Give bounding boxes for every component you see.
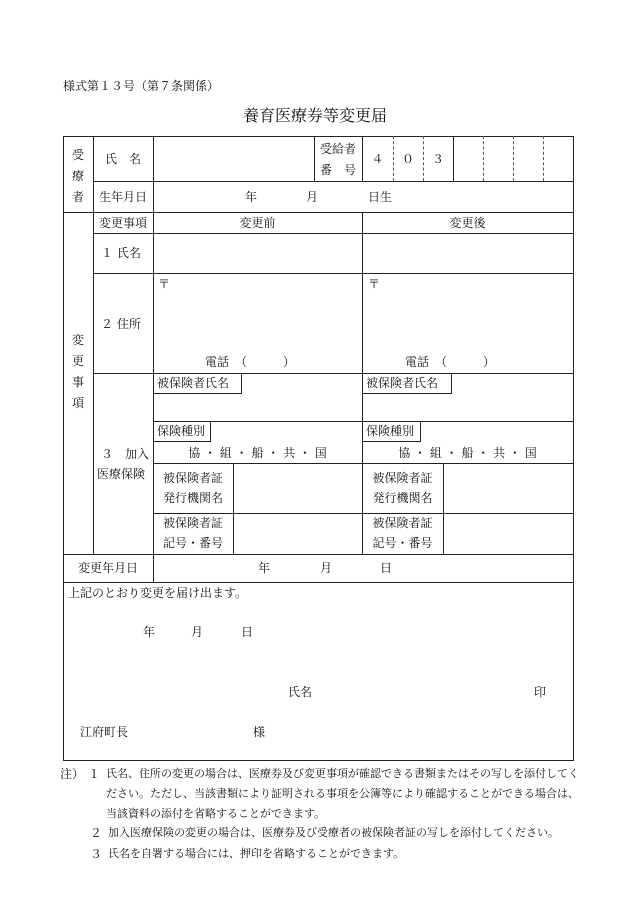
change-day: 日 [380, 561, 393, 575]
phone-after: 電話 （ ） [405, 355, 496, 369]
changes-section-label: 変更事項 [72, 333, 85, 410]
applicant-name-label: 氏名 [288, 685, 313, 699]
note-2-text: 加入医療保険の変更の場合は、医療券及び受療者の被保険者証の写しを添付してください。 [108, 826, 559, 839]
number-digit: ３ [431, 152, 444, 166]
note-3-text: 氏名を自署する場合には、押印を省略することができます。 [108, 847, 405, 860]
form-number: 様式第１３号（第７条関係） [63, 79, 220, 93]
number-digit: ０ [401, 152, 414, 166]
recipient-number-label-1: 受給者 [319, 142, 356, 156]
note-2-number: ２ [90, 826, 103, 840]
insurance-types-after: 協 ・ 組 ・ 船 ・ 共 ・ 国 [398, 446, 537, 460]
declaration-year: 年 [143, 625, 156, 639]
birthdate-label: 生年月日 [98, 190, 147, 204]
declaration-month: 月 [191, 625, 204, 639]
issuer-label-after-1: 被保険者証 [372, 471, 433, 485]
change-month: 月 [320, 561, 333, 575]
declaration-statement: 上記のとおり変更を届け出ます。 [68, 586, 248, 600]
notes-prefix: 注） [60, 767, 85, 781]
insurance-type-label-before: 保険種別 [153, 421, 211, 442]
row-name-label: １ 氏名 [101, 246, 141, 260]
birth-month: 月 [306, 190, 319, 204]
table-line [573, 136, 574, 760]
note-1-number: １ [88, 767, 101, 781]
table-line [63, 136, 574, 137]
recipient-number-label-2: 番 号 [319, 163, 356, 177]
postal-mark-after: 〒 [368, 277, 381, 291]
col-before-header: 変更前 [239, 216, 276, 230]
table-line [63, 136, 64, 760]
row-insurance-label-1: ３ 加入 [101, 447, 150, 461]
note-1-line-2: ださい。ただし、当該書類により証明される事項を公簿等により確認することができる場合は、 [106, 787, 579, 800]
col-item-header: 変更事項 [98, 216, 147, 230]
note-1-line-3: 当該資料の添付を省略することができます。 [106, 807, 326, 820]
addressee: 江府町長 [80, 725, 129, 739]
insured-name-label-after: 被保険者氏名 [362, 373, 452, 394]
col-after-header: 変更後 [449, 216, 486, 230]
symbol-label-after-2: 記号・番号 [372, 536, 433, 550]
form-title: 養育医療券等変更届 [242, 106, 387, 125]
row-insurance-label-2: 医療保険 [97, 467, 146, 481]
symbol-label-after-1: 被保険者証 [372, 516, 433, 530]
honorific: 様 [253, 725, 266, 739]
insurance-type-label-after: 保険種別 [362, 421, 421, 442]
note-1-line-1: 氏名、住所の変更の場合は、医療券及び変更事項が確認できる書類またはその写しを添付してく [106, 767, 579, 780]
symbol-label-before-2: 記号・番号 [162, 536, 223, 550]
insurance-types-before: 協 ・ 組 ・ 船 ・ 共 ・ 国 [188, 446, 327, 460]
change-date-label: 変更年月日 [77, 561, 138, 575]
insured-name-label-before: 被保険者氏名 [153, 373, 242, 394]
issuer-label-before-2: 発行機関名 [162, 491, 223, 505]
recipient-section-label: 受療者 [72, 148, 85, 204]
symbol-label-before-1: 被保険者証 [162, 516, 223, 530]
issuer-label-before-1: 被保険者証 [162, 471, 223, 485]
number-digit: ４ [371, 152, 384, 166]
name-label: 氏 名 [104, 152, 141, 166]
row-address-label: ２ 住所 [101, 317, 141, 331]
declaration-day: 日 [241, 625, 254, 639]
birth-year: 年 [245, 190, 258, 204]
issuer-label-after-2: 発行機関名 [372, 491, 433, 505]
table-line [63, 760, 574, 761]
postal-mark-before: 〒 [158, 277, 171, 291]
birth-day: 日生 [368, 190, 393, 204]
note-3-number: ３ [90, 847, 103, 861]
change-year: 年 [258, 561, 271, 575]
seal-mark: 印 [534, 685, 547, 699]
phone-before: 電話 （ ） [205, 355, 296, 369]
